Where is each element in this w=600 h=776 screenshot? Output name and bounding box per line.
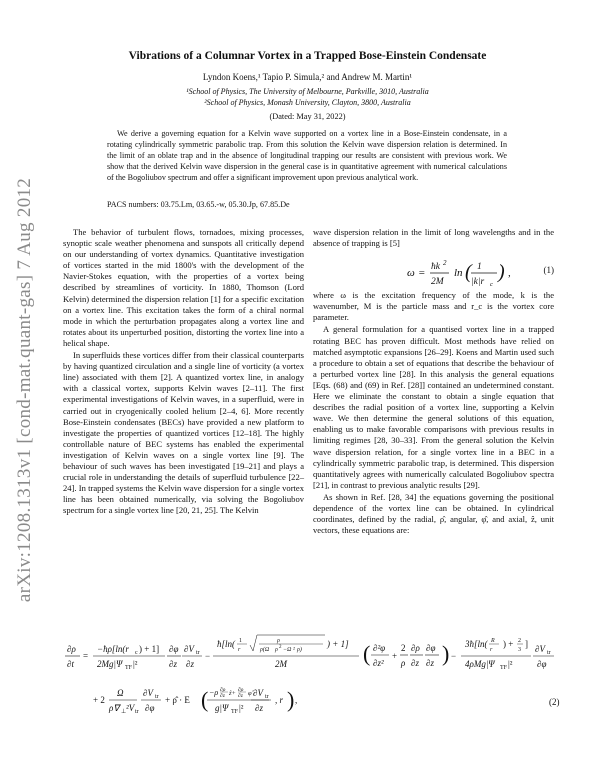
paper-title: Vibrations of a Columnar Vortex in a Trapped Bose-Einstein Condensate [128, 50, 487, 62]
svg-text:−Ω: −Ω [283, 647, 292, 653]
svg-text:∂V: ∂V [143, 688, 153, 698]
right-paragraph-4: As shown in Ref. [28, 34] the equations governing the positional dependence of the vortex line can be obtained. In cylindrical coordinates, defined by the radial, ρ̂, angular, φ̂, and axial, ẑ, unit vectors, these equations are: [313, 491, 554, 536]
svg-text:∂²φ: ∂²φ [373, 643, 386, 653]
svg-text:+ 2: + 2 [93, 695, 105, 705]
svg-text:1: 1 [477, 262, 482, 273]
equation-1-number: (1) [543, 265, 554, 276]
svg-text:) + 1]: ) + 1] [327, 639, 349, 649]
svg-text:2Mg|Ψ: 2Mg|Ψ [97, 659, 123, 669]
svg-text:−ρ: −ρ [209, 688, 219, 697]
arxiv-id-text: arXiv:1208.1313v1 [cond-mat.quant-gas] 7 Aug 2012 [14, 177, 35, 603]
svg-text:ρ(Ω: ρ(Ω [260, 647, 270, 653]
svg-text:∂z: ∂z [426, 658, 434, 668]
svg-text:r: r [490, 647, 493, 653]
svg-text:) +: ) + [503, 639, 514, 649]
intro-paragraph-2: In superfluids these vortices differ from their classical counterparts by having quantized circulation and a single line of vorticity (a vortex line) associated with them [2]. A quantized vortex line, in analogy with a classical vortex, supports Kelvin waves [2–11]. The first experimental investigations of Kelvin waves, in a superfluid, were in carried out in cryogenically cooled helium [2–4, 6]. More recently Bose-Einstein condensates (BECs) have provided a new platform to investigate the properties of quantized vortices [12–18]. The highly controllable nature of BEC systems has enabled the experimental investigation of Kelvin waves on a single vortex line [9]. The behaviour of such waves has been investigated [19–21] and plays a crucial role in understanding the details of superfluid turbulence [22–24]. In trapped systems the Kelvin wave dispersion for a single vortex line has been obtained numerically, via solving the Bogoliubov spectrum for a single vortex line [20, 21, 25]. The Kelvin [63, 350, 304, 516]
svg-text:tr: tr [135, 709, 139, 715]
svg-text:ln: ln [454, 267, 463, 280]
svg-text:2: 2 [401, 643, 406, 653]
svg-text:): ) [442, 641, 450, 666]
svg-text:(: ( [465, 261, 472, 284]
svg-text:, r: , r [275, 695, 284, 705]
svg-text:2: 2 [518, 638, 521, 644]
svg-text:,: , [295, 695, 298, 705]
svg-text:tr: tr [265, 694, 269, 700]
svg-text:c: c [135, 650, 138, 656]
svg-text:]: ] [525, 639, 528, 649]
svg-text:3ħ[ln(: 3ħ[ln( [465, 639, 488, 649]
svg-text:φ̂: φ̂ [248, 690, 252, 697]
svg-text:²: ² [293, 647, 295, 653]
svg-text:1: 1 [239, 638, 242, 644]
svg-text:|²: |² [239, 703, 244, 713]
svg-text:∂V: ∂V [253, 688, 263, 698]
svg-text:): ) [287, 687, 295, 712]
left-column [63, 227, 304, 517]
vortex-line-equation-formula [63, 625, 560, 730]
svg-text:=: = [418, 267, 426, 280]
dispersion-relation-formula [407, 256, 527, 290]
svg-text:∂V: ∂V [184, 644, 194, 654]
svg-text:−: − [205, 651, 211, 661]
svg-text:−ħρ[ln(r: −ħρ[ln(r [97, 644, 129, 654]
svg-text:⊥: ⊥ [121, 709, 127, 715]
svg-text:∂z: ∂z [255, 703, 263, 713]
svg-text:2: 2 [443, 259, 447, 268]
svg-text:ρ∇: ρ∇ [109, 703, 120, 713]
arxiv-identifier-sidebar [10, 177, 40, 603]
svg-text:c: c [490, 281, 493, 289]
svg-text:∂φ: ∂φ [426, 643, 436, 653]
svg-text:∂ρ: ∂ρ [67, 644, 76, 654]
svg-text:−: − [451, 651, 457, 661]
svg-text:): ) [498, 261, 505, 284]
svg-text:r: r [238, 647, 241, 653]
svg-text:tr: tr [547, 650, 551, 656]
svg-text:=: = [83, 651, 89, 661]
svg-text:) + 1]: ) + 1] [139, 644, 160, 654]
svg-text:ω: ω [407, 267, 415, 280]
svg-text:TF: TF [125, 665, 133, 671]
svg-text:∂z: ∂z [411, 658, 419, 668]
svg-text:ρ: ρ [275, 647, 278, 653]
svg-text:∂z: ∂z [238, 693, 243, 699]
equation-1 [313, 250, 554, 290]
svg-text:∂z: ∂z [220, 693, 225, 699]
svg-text:|²: |² [133, 659, 138, 669]
svg-text:∂φ: ∂φ [537, 659, 547, 669]
author-list: Lyndon Koens,¹ Tapio P. Simula,² and Andrew M. Martin¹ [202, 72, 413, 82]
abstract: We derive a governing equation for a Kelvin wave supported on a vortex line in a Bose-Einstein condensate, in a rotating cylindrically symmetric parabolic trap. From this solution the Kelvin wave dispersion relation is determined. In the limit of an oblate trap and in the absence of longitudinal trapping our results are consistent with previous work. We show that the derived Kelvin wave dispersion in the general case is in quantitative agreement with numerical calculations of the Bogoliubov spectrum and offer a significant improvement upon previous analytical work. [107, 129, 507, 183]
svg-text:g|Ψ: g|Ψ [215, 703, 229, 713]
svg-text:+: + [392, 651, 398, 661]
svg-text:ħk: ħk [431, 262, 440, 273]
svg-text:|k|r: |k|r [471, 277, 485, 288]
svg-text:∂ρ: ∂ρ [220, 687, 226, 693]
svg-text:∂ρ: ∂ρ [411, 643, 420, 653]
svg-text:ẑ+: ẑ+ [229, 690, 236, 697]
svg-text:ħ[ln(: ħ[ln( [217, 639, 235, 649]
right-paragraph-1: wave dispersion relation in the limit of long wavelengths and in the absence of trapping is [5] [313, 227, 554, 249]
svg-text:²V: ²V [126, 703, 135, 713]
svg-text:∂φ: ∂φ [169, 644, 179, 654]
pacs-numbers: PACS numbers: 03.75.Lm, 03.65.-w, 05.30.Jp, 67.85.De [107, 200, 290, 209]
svg-text:ρ): ρ) [297, 647, 302, 653]
svg-text:∂V: ∂V [535, 644, 545, 654]
svg-text:∂z: ∂z [169, 659, 177, 669]
svg-text:ρ: ρ [277, 638, 280, 644]
affiliation-1: ¹School of Physics, The University of Melbourne, Parkville, 3010, Australia [186, 87, 429, 96]
date-line: (Dated: May 31, 2022) [269, 112, 346, 121]
right-paragraph-3: A general formulation for a quantised vortex line in a trapped rotating BEC has proven difficult. Most methods have relied on matched asymptotic expansions [26–29]. Koens and Martin used such a procedure to obtain a set of equations that describe the behaviour of a perturbed vortex line [28]. In this analysis the general equations [Eqs. (68) and (69) in Ref. [28]] contained an undetermined constant. Here we eliminate the constant to obtain a single equation that describes the radial position of a vortex line, supporting a Kelvin wave. We then determine the general solutions of this equation, enabling us to make favorable comparisons with previous results in limiting regimes [28, 30–33]. From the general solution the Kelvin wave dispersion relation, for a single vortex line in a BEC in a cylindrically symmetric parabolic trap, is determined. This dispersion quantitatively agrees with numerically calculated Bogoliubov spectra [21], in contrast to previous analytic results [29]. [313, 324, 554, 490]
equation-2-number: (2) [549, 697, 560, 707]
svg-text:3: 3 [518, 647, 521, 653]
right-paragraph-2: where ω is the excitation frequency of the mode, k is the wavenumber, M is the particle mass and r_c is the vortex core parameter. [313, 290, 554, 323]
svg-text:∂t: ∂t [67, 659, 74, 669]
svg-text:∂φ: ∂φ [145, 703, 155, 713]
svg-text:Ω: Ω [117, 688, 124, 698]
svg-text:2M: 2M [431, 277, 444, 288]
right-column [313, 227, 554, 537]
svg-text:∂ρ: ∂ρ [238, 687, 244, 693]
intro-paragraph-1: The behavior of turbulent flows, tornadoes, mixing processes, synoptic scale weather phenomena and sunspots all critically depend on our understanding of vortex dynamics. Quantitative investigation of vortices started in the mid 1800's with the development of the Navier-Stokes equation, with the properties of a vortex being described by streamlines of vorticity. In 1880, Thomson (Lord Kelvin) determined the dispersion relation [1] for a specific excitation on a vortex line. This excitation takes the form of a chiral normal mode in which the perturbation propagates along a vortex line and rotates about its unperturbed position, distorting the vortex line into a helical shape. [63, 227, 304, 348]
svg-text:+ ρ̂ · E: + ρ̂ · E [165, 695, 190, 705]
svg-text:∂z: ∂z [186, 659, 194, 669]
affiliation-2: ²School of Physics, Monash University, Clayton, 3800, Australia [204, 98, 411, 107]
svg-text:2: 2 [279, 645, 282, 650]
svg-text:4ρMg|Ψ: 4ρMg|Ψ [465, 659, 495, 669]
svg-text:(: ( [201, 687, 209, 712]
svg-text:tr: tr [155, 694, 159, 700]
svg-text:∂z²: ∂z² [373, 658, 384, 668]
svg-text:,: , [508, 267, 511, 280]
svg-text:ρ: ρ [401, 658, 406, 668]
svg-text:TF: TF [500, 665, 508, 671]
svg-text:(: ( [363, 641, 371, 666]
svg-text:R: R [491, 638, 495, 644]
svg-text:2M: 2M [275, 659, 287, 669]
svg-text:|²: |² [508, 659, 513, 669]
equation-2 [63, 625, 560, 730]
svg-text:TF: TF [231, 709, 239, 715]
svg-text:tr: tr [196, 650, 200, 656]
